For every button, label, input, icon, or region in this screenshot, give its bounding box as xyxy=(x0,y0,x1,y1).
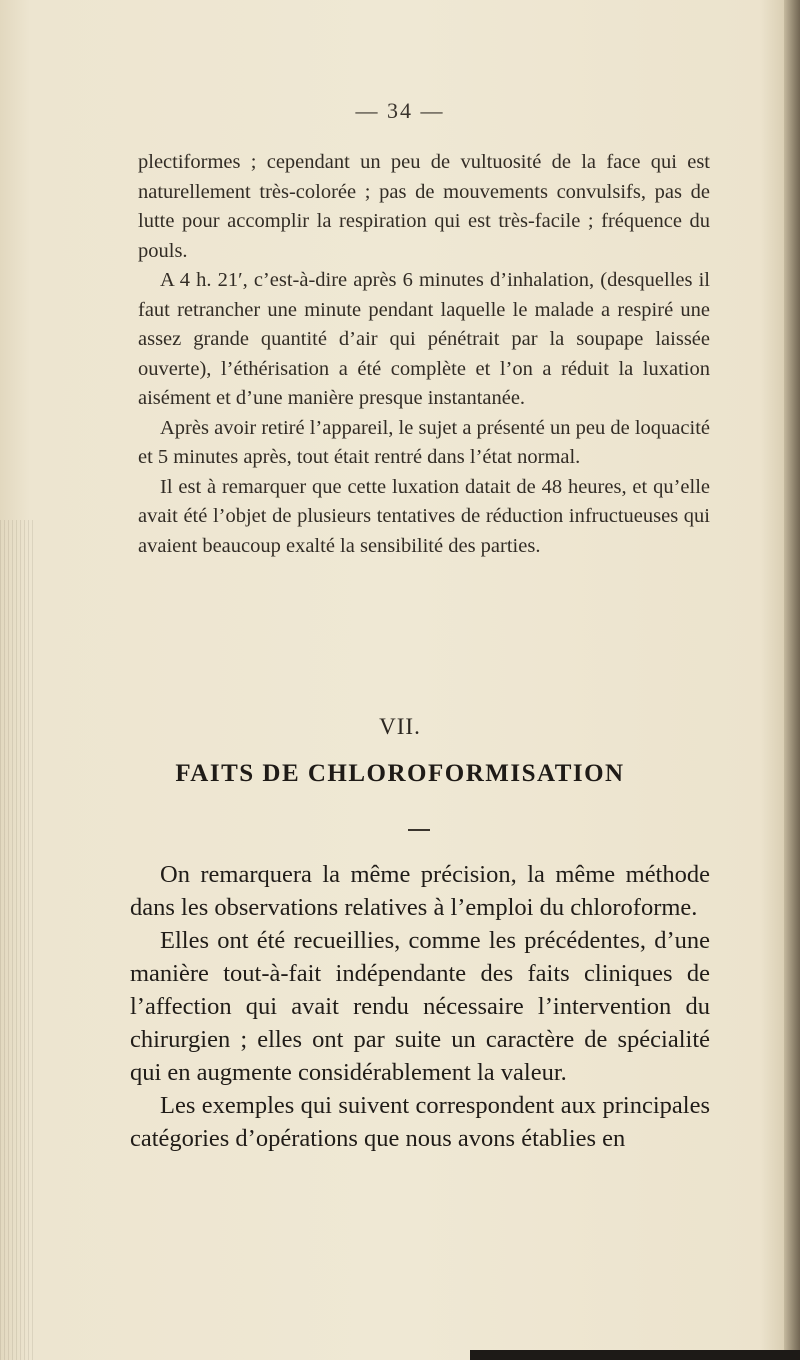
scan-border xyxy=(470,1350,800,1360)
page-edge-shadow-right xyxy=(784,0,800,1360)
paragraph: Après avoir retiré l’appareil, le sujet a présenté un peu de loquacité et 5 minutes après, tout était rentré dans l’état normal. xyxy=(138,416,710,468)
section-divider xyxy=(408,829,430,831)
paragraph: On remarquera la même précision, la même méthode dans les observations relatives à l’emploi du chloroforme. xyxy=(130,861,710,921)
paragraph-continuation: plectiformes ; cependant un peu de vultuosité de la face qui est naturellement très-colorée ; pas de mouvements convulsifs, pas de lutte pour accomplir la respiration qui est très-facile ; fréquence du pouls. xyxy=(138,151,710,262)
body-text-small xyxy=(138,148,710,561)
section-title: FAITS DE CHLOROFORMISATION xyxy=(175,760,625,787)
body-text-large xyxy=(130,858,710,1155)
paragraph: Il est à remarquer que cette luxation datait de 48 heures, et qu’elle avait été l’objet de plusieurs tentatives de réduction infructueuses qui avaient beaucoup exalté la sensibilité des parties. xyxy=(138,475,710,557)
page-number: — 34 — xyxy=(355,98,445,123)
paragraph: Elles ont été recueillies, comme les précédentes, d’une manière tout-à-fait indépendante des faits cliniques de l’affection qui avait rendu nécessaire l’intervention du chirurgien ; elles ont par suite un caractère de spécialité qui en augmente considérablement la valeur. xyxy=(130,927,710,1086)
page-edge-shadow-left xyxy=(0,520,34,1360)
paragraph: Les exemples qui suivent correspondent aux principales catégories d’opérations que nous avons établies en xyxy=(130,1092,710,1152)
section-number: VII. xyxy=(379,714,421,739)
paragraph: A 4 h. 21′, c’est-à-dire après 6 minutes d’inhalation, (desquelles il faut retrancher une minute pendant laquelle le malade a respiré une assez grande quantité d’air qui pénétrait par la soupape laissée ouverte), l’éthérisation a été complète et l’on a réduit la luxation aisément et d’une manière presque instantanée. xyxy=(138,269,710,409)
